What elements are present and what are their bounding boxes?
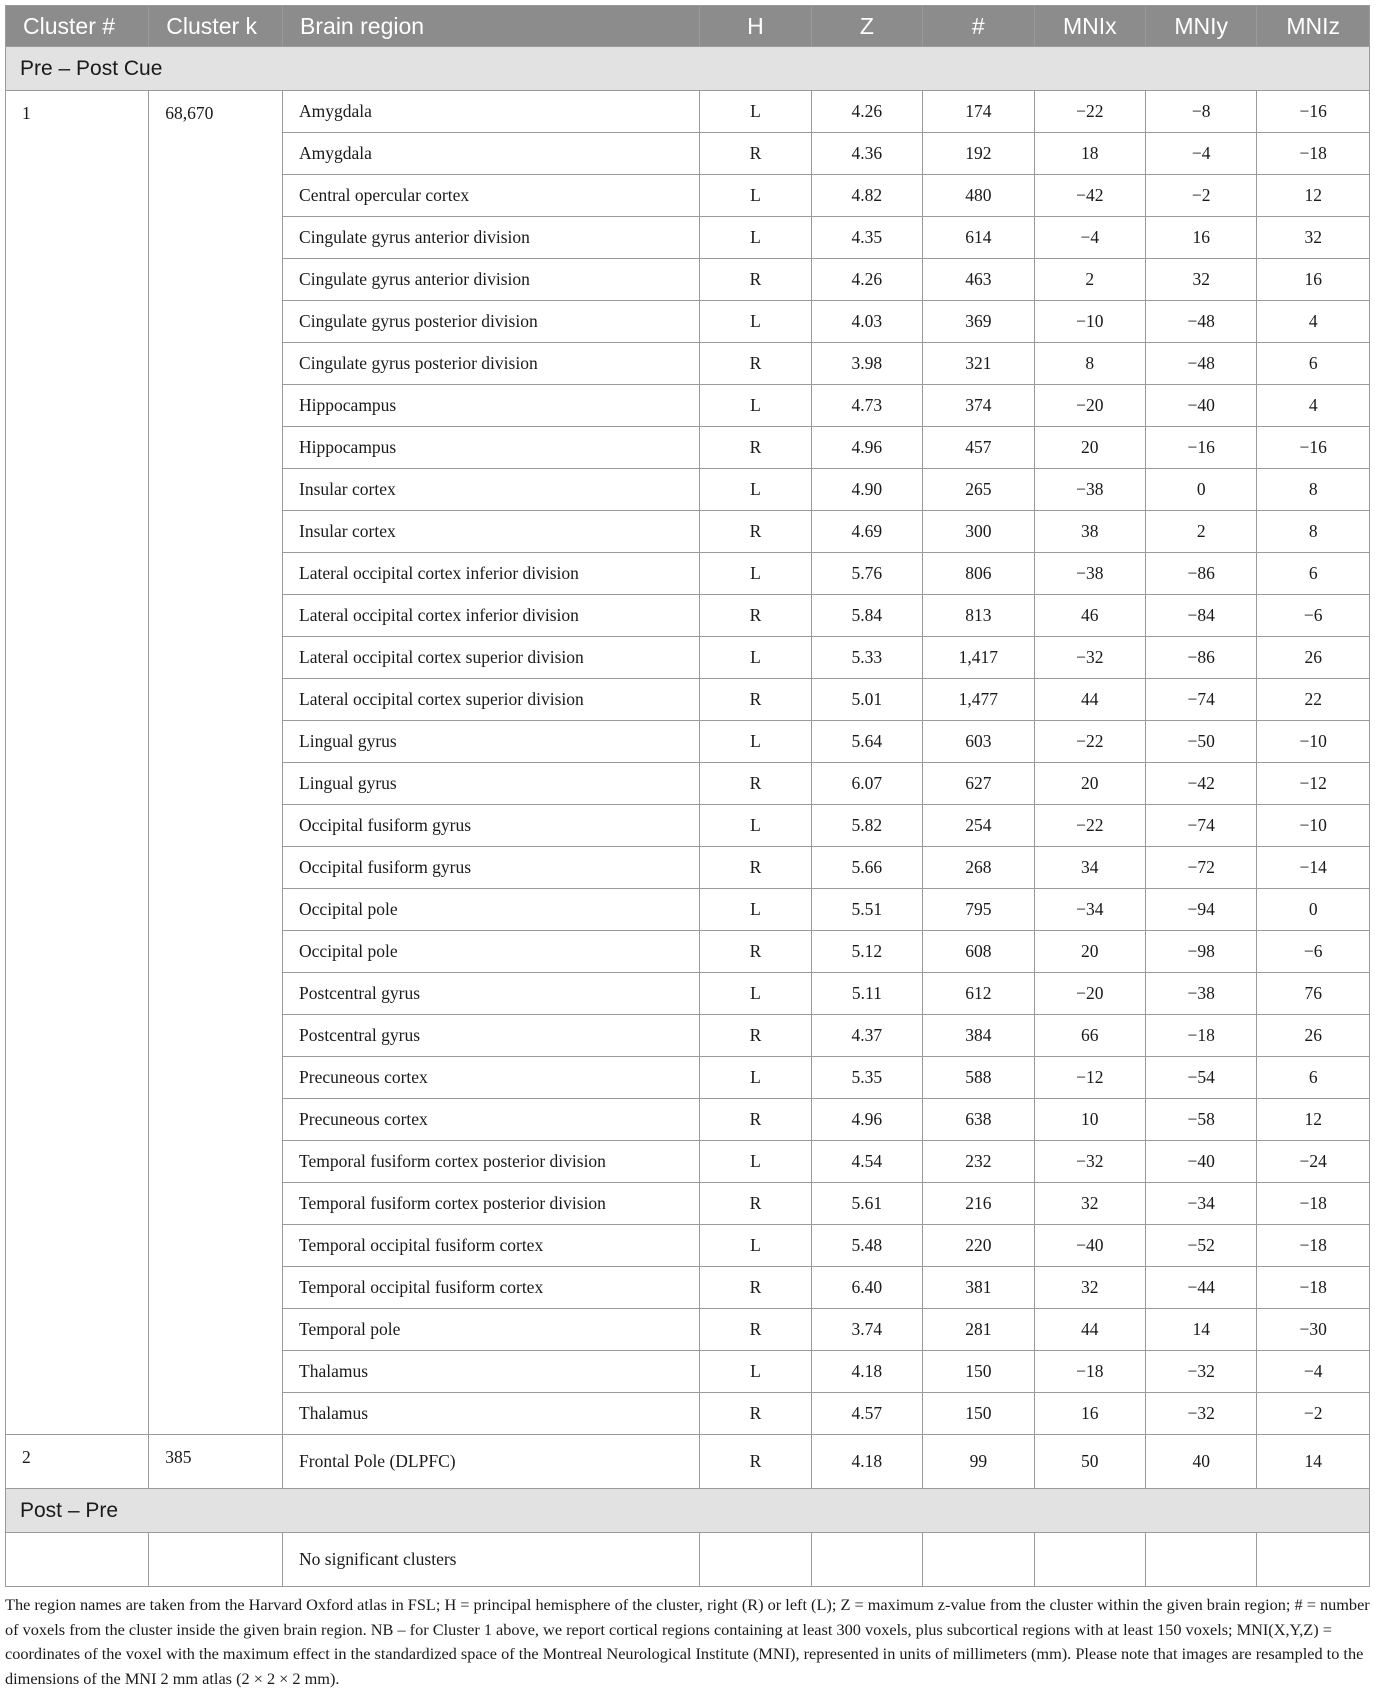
cell-brain-region: Hippocampus — [283, 385, 700, 427]
cell-brain-region: No significant clusters — [283, 1533, 700, 1587]
cell-voxel-count: 216 — [923, 1183, 1034, 1225]
cell-voxel-count: 268 — [923, 847, 1034, 889]
cell-cluster-k — [149, 1533, 283, 1587]
cell-brain-region: Cingulate gyrus anterior division — [283, 217, 700, 259]
cell-mni-y: −44 — [1146, 1267, 1257, 1309]
cell-mni-z: −10 — [1257, 721, 1370, 763]
cell-cluster-number — [6, 1533, 149, 1587]
cell-z-value: 4.90 — [811, 469, 922, 511]
section-header-row — [6, 47, 1370, 91]
cell-voxel-count: 806 — [923, 553, 1034, 595]
cell-hemisphere: L — [700, 385, 811, 427]
cell-voxel-count: 457 — [923, 427, 1034, 469]
cell-z-value: 4.54 — [811, 1141, 922, 1183]
cell-cluster-k: 385 — [149, 1435, 283, 1489]
cell-voxel-count: 627 — [923, 763, 1034, 805]
cell-mni-y: 32 — [1146, 259, 1257, 301]
cell-voxel-count — [923, 1533, 1034, 1587]
cell-mni-y: −94 — [1146, 889, 1257, 931]
cell-mni-y: −18 — [1146, 1015, 1257, 1057]
cell-mni-y: −48 — [1146, 343, 1257, 385]
cell-mni-x: 20 — [1034, 763, 1145, 805]
cell-hemisphere: L — [700, 889, 811, 931]
cell-mni-z: −14 — [1257, 847, 1370, 889]
cell-z-value: 4.36 — [811, 133, 922, 175]
cell-mni-x: −4 — [1034, 217, 1145, 259]
cell-hemisphere: L — [700, 1057, 811, 1099]
cell-mni-y: −74 — [1146, 679, 1257, 721]
cell-mni-z: 4 — [1257, 385, 1370, 427]
cell-z-value: 4.26 — [811, 91, 922, 133]
cell-voxel-count: 265 — [923, 469, 1034, 511]
cell-mni-x: −38 — [1034, 553, 1145, 595]
cell-voxel-count: 608 — [923, 931, 1034, 973]
cell-voxel-count: 463 — [923, 259, 1034, 301]
cell-hemisphere: R — [700, 1309, 811, 1351]
cell-brain-region: Hippocampus — [283, 427, 700, 469]
cell-mni-z: 6 — [1257, 553, 1370, 595]
cell-mni-y: 16 — [1146, 217, 1257, 259]
cell-hemisphere: R — [700, 1435, 811, 1489]
cell-z-value: 3.74 — [811, 1309, 922, 1351]
cell-voxel-count: 612 — [923, 973, 1034, 1015]
cell-mni-z: −12 — [1257, 763, 1370, 805]
cell-mni-x: −38 — [1034, 469, 1145, 511]
cell-mni-y: −54 — [1146, 1057, 1257, 1099]
cell-z-value: 5.35 — [811, 1057, 922, 1099]
table-body — [6, 47, 1370, 1587]
cell-z-value: 5.48 — [811, 1225, 922, 1267]
header-cluster-k: Cluster k — [149, 6, 283, 47]
cell-mni-y: −16 — [1146, 427, 1257, 469]
cell-mni-x: −10 — [1034, 301, 1145, 343]
cell-hemisphere: L — [700, 217, 811, 259]
cell-mni-x: −20 — [1034, 973, 1145, 1015]
cell-brain-region: Occipital fusiform gyrus — [283, 847, 700, 889]
cell-brain-region: Temporal fusiform cortex posterior division — [283, 1141, 700, 1183]
cell-mni-z: 26 — [1257, 1015, 1370, 1057]
section-header-row — [6, 1489, 1370, 1533]
cell-z-value: 4.26 — [811, 259, 922, 301]
cell-brain-region: Precuneous cortex — [283, 1099, 700, 1141]
cell-voxel-count: 588 — [923, 1057, 1034, 1099]
cell-z-value: 4.82 — [811, 175, 922, 217]
header-mni-z: MNIz — [1257, 6, 1370, 47]
cell-voxel-count: 795 — [923, 889, 1034, 931]
cell-mni-z: 0 — [1257, 889, 1370, 931]
cell-voxel-count: 381 — [923, 1267, 1034, 1309]
cell-z-value: 6.07 — [811, 763, 922, 805]
cell-mni-z: −30 — [1257, 1309, 1370, 1351]
cell-voxel-count: 281 — [923, 1309, 1034, 1351]
cell-mni-x: −42 — [1034, 175, 1145, 217]
cell-voxel-count: 321 — [923, 343, 1034, 385]
cell-hemisphere: R — [700, 427, 811, 469]
cell-mni-z: −16 — [1257, 427, 1370, 469]
cell-mni-x: 50 — [1034, 1435, 1145, 1489]
cell-hemisphere: R — [700, 595, 811, 637]
cell-brain-region: Precuneous cortex — [283, 1057, 700, 1099]
cell-mni-z: −10 — [1257, 805, 1370, 847]
cell-z-value: 5.84 — [811, 595, 922, 637]
cell-hemisphere: L — [700, 637, 811, 679]
header-mni-x: MNIx — [1034, 6, 1145, 47]
cell-hemisphere: R — [700, 847, 811, 889]
cell-mni-z: 26 — [1257, 637, 1370, 679]
cell-mni-x: −34 — [1034, 889, 1145, 931]
cell-mni-z: −6 — [1257, 931, 1370, 973]
cell-mni-x: 34 — [1034, 847, 1145, 889]
cell-z-value: 5.64 — [811, 721, 922, 763]
cell-mni-z: 4 — [1257, 301, 1370, 343]
cell-z-value — [811, 1533, 922, 1587]
cell-z-value: 5.61 — [811, 1183, 922, 1225]
cell-hemisphere: L — [700, 91, 811, 133]
cell-brain-region: Temporal fusiform cortex posterior division — [283, 1183, 700, 1225]
cell-mni-z — [1257, 1533, 1370, 1587]
cell-brain-region: Lingual gyrus — [283, 721, 700, 763]
cell-brain-region: Temporal occipital fusiform cortex — [283, 1225, 700, 1267]
cell-z-value: 5.66 — [811, 847, 922, 889]
cell-brain-region: Occipital fusiform gyrus — [283, 805, 700, 847]
cell-mni-x: 44 — [1034, 1309, 1145, 1351]
cell-hemisphere — [700, 1533, 811, 1587]
cell-mni-y: 40 — [1146, 1435, 1257, 1489]
cell-z-value: 4.96 — [811, 1099, 922, 1141]
cell-mni-z: 22 — [1257, 679, 1370, 721]
cell-hemisphere: R — [700, 931, 811, 973]
cell-brain-region: Thalamus — [283, 1393, 700, 1435]
cell-mni-y — [1146, 1533, 1257, 1587]
table-header-row — [6, 6, 1370, 47]
results-table — [5, 5, 1370, 1587]
cell-mni-x: 18 — [1034, 133, 1145, 175]
section-title: Pre – Post Cue — [6, 47, 1370, 91]
cell-hemisphere: R — [700, 511, 811, 553]
cell-mni-z: −18 — [1257, 1225, 1370, 1267]
cell-cluster-number: 1 — [6, 91, 149, 1435]
cell-mni-x: 46 — [1034, 595, 1145, 637]
cell-mni-x: −22 — [1034, 805, 1145, 847]
cell-hemisphere: R — [700, 1267, 811, 1309]
cell-z-value: 4.73 — [811, 385, 922, 427]
cell-mni-z: 12 — [1257, 175, 1370, 217]
cell-mni-x: −22 — [1034, 721, 1145, 763]
cell-hemisphere: R — [700, 343, 811, 385]
cell-mni-z: 32 — [1257, 217, 1370, 259]
cell-voxel-count: 254 — [923, 805, 1034, 847]
cell-hemisphere: R — [700, 1393, 811, 1435]
cell-brain-region: Amygdala — [283, 91, 700, 133]
header-z: Z — [811, 6, 922, 47]
cell-brain-region: Insular cortex — [283, 511, 700, 553]
cell-mni-y: −4 — [1146, 133, 1257, 175]
cell-voxel-count: 480 — [923, 175, 1034, 217]
cell-mni-z: 8 — [1257, 469, 1370, 511]
header-cluster-number: Cluster # — [6, 6, 149, 47]
cell-mni-x: 32 — [1034, 1183, 1145, 1225]
cell-mni-z: 76 — [1257, 973, 1370, 1015]
cell-z-value: 4.18 — [811, 1351, 922, 1393]
cell-mni-x: −20 — [1034, 385, 1145, 427]
cell-voxel-count: 232 — [923, 1141, 1034, 1183]
cell-mni-z: 6 — [1257, 343, 1370, 385]
cell-voxel-count: 174 — [923, 91, 1034, 133]
cell-voxel-count: 1,417 — [923, 637, 1034, 679]
cell-brain-region: Amygdala — [283, 133, 700, 175]
cell-voxel-count: 374 — [923, 385, 1034, 427]
cell-brain-region: Occipital pole — [283, 931, 700, 973]
cell-mni-y: −98 — [1146, 931, 1257, 973]
cell-voxel-count: 150 — [923, 1351, 1034, 1393]
cell-z-value: 4.18 — [811, 1435, 922, 1489]
cell-z-value: 5.76 — [811, 553, 922, 595]
cell-hemisphere: L — [700, 721, 811, 763]
section-title: Post – Pre — [6, 1489, 1370, 1533]
cell-mni-y: 2 — [1146, 511, 1257, 553]
cell-mni-y: −8 — [1146, 91, 1257, 133]
cell-hemisphere: R — [700, 1183, 811, 1225]
cell-brain-region: Cingulate gyrus anterior division — [283, 259, 700, 301]
cell-mni-y: −74 — [1146, 805, 1257, 847]
cell-mni-z: −18 — [1257, 133, 1370, 175]
cell-mni-y: −48 — [1146, 301, 1257, 343]
cell-brain-region: Postcentral gyrus — [283, 973, 700, 1015]
cell-z-value: 4.03 — [811, 301, 922, 343]
cell-brain-region: Insular cortex — [283, 469, 700, 511]
cell-mni-y: −52 — [1146, 1225, 1257, 1267]
cell-hemisphere: L — [700, 1225, 811, 1267]
cell-brain-region: Lateral occipital cortex superior division — [283, 637, 700, 679]
cell-z-value: 3.98 — [811, 343, 922, 385]
cell-hemisphere: R — [700, 1015, 811, 1057]
cell-brain-region: Lateral occipital cortex inferior division — [283, 595, 700, 637]
cell-mni-y: −50 — [1146, 721, 1257, 763]
cell-brain-region: Temporal pole — [283, 1309, 700, 1351]
cell-hemisphere: L — [700, 469, 811, 511]
cell-brain-region: Lateral occipital cortex inferior division — [283, 553, 700, 595]
cell-mni-x: 20 — [1034, 931, 1145, 973]
cell-z-value: 4.37 — [811, 1015, 922, 1057]
cell-brain-region: Frontal Pole (DLPFC) — [283, 1435, 700, 1489]
cell-mni-y: 0 — [1146, 469, 1257, 511]
cell-mni-y: −40 — [1146, 385, 1257, 427]
cell-mni-y: 14 — [1146, 1309, 1257, 1351]
cell-mni-y: −86 — [1146, 553, 1257, 595]
cell-voxel-count: 384 — [923, 1015, 1034, 1057]
table-row — [6, 91, 1370, 133]
cell-mni-y: −84 — [1146, 595, 1257, 637]
cell-hemisphere: L — [700, 1141, 811, 1183]
cell-voxel-count: 369 — [923, 301, 1034, 343]
cell-voxel-count: 300 — [923, 511, 1034, 553]
cell-brain-region: Cingulate gyrus posterior division — [283, 343, 700, 385]
cell-brain-region: Lateral occipital cortex superior division — [283, 679, 700, 721]
cell-mni-x: −32 — [1034, 1141, 1145, 1183]
cell-hemisphere: L — [700, 1351, 811, 1393]
cell-hemisphere: R — [700, 133, 811, 175]
cell-mni-y: −32 — [1146, 1351, 1257, 1393]
cell-voxel-count: 99 — [923, 1435, 1034, 1489]
cell-mni-y: −2 — [1146, 175, 1257, 217]
header-voxel-count: # — [923, 6, 1034, 47]
cell-z-value: 5.11 — [811, 973, 922, 1015]
header-hemisphere: H — [700, 6, 811, 47]
cell-mni-x: 10 — [1034, 1099, 1145, 1141]
table-footnote: The region names are taken from the Harvard Oxford atlas in FSL; H = principal hemisphere of the cluster, right (R) or left (L); Z = maximum z-value from the cluster within the given brain region; # = number of voxels from the cluster inside the given brain region. NB – for Cluster 1 above, we report cortical regions containing at least 300 voxels, plus subcortical regions with at least 150 voxels; MNI(X,Y,Z) = coordinates of the voxel with the maximum effect in the standardized space of the Montreal Neurological Institute (MNI), represented in units of millimeters (mm). Please note that images are resampled to the dimensions of the MNI 2 mm atlas (2 × 2 × 2 mm). — [5, 1595, 1370, 1688]
header-mni-y: MNIy — [1146, 6, 1257, 47]
cell-mni-y: −42 — [1146, 763, 1257, 805]
cell-mni-z: −18 — [1257, 1267, 1370, 1309]
cell-voxel-count: 813 — [923, 595, 1034, 637]
table-row — [6, 1435, 1370, 1489]
cell-hemisphere: L — [700, 805, 811, 847]
cell-brain-region: Occipital pole — [283, 889, 700, 931]
cell-mni-y: −38 — [1146, 973, 1257, 1015]
cell-cluster-number: 2 — [6, 1435, 149, 1489]
cell-voxel-count: 638 — [923, 1099, 1034, 1141]
cell-mni-z: 12 — [1257, 1099, 1370, 1141]
cell-mni-z: −2 — [1257, 1393, 1370, 1435]
cell-voxel-count: 1,477 — [923, 679, 1034, 721]
cell-hemisphere: L — [700, 553, 811, 595]
cell-mni-y: −72 — [1146, 847, 1257, 889]
cell-mni-x: −12 — [1034, 1057, 1145, 1099]
cell-z-value: 5.33 — [811, 637, 922, 679]
cell-mni-y: −32 — [1146, 1393, 1257, 1435]
cell-z-value: 5.82 — [811, 805, 922, 847]
cell-mni-z: −24 — [1257, 1141, 1370, 1183]
header-brain-region: Brain region — [283, 6, 700, 47]
cell-mni-z: 14 — [1257, 1435, 1370, 1489]
cell-mni-z: −4 — [1257, 1351, 1370, 1393]
cell-hemisphere: R — [700, 259, 811, 301]
cell-mni-z: 16 — [1257, 259, 1370, 301]
cell-cluster-k: 68,670 — [149, 91, 283, 1435]
cell-mni-x: 20 — [1034, 427, 1145, 469]
cell-brain-region: Temporal occipital fusiform cortex — [283, 1267, 700, 1309]
cell-brain-region: Thalamus — [283, 1351, 700, 1393]
cell-mni-x: 16 — [1034, 1393, 1145, 1435]
cell-z-value: 4.96 — [811, 427, 922, 469]
cell-hemisphere: R — [700, 763, 811, 805]
cell-hemisphere: L — [700, 301, 811, 343]
cell-mni-x: 66 — [1034, 1015, 1145, 1057]
cell-mni-z: −6 — [1257, 595, 1370, 637]
cell-mni-x: 44 — [1034, 679, 1145, 721]
cell-brain-region: Cingulate gyrus posterior division — [283, 301, 700, 343]
cell-mni-x: −22 — [1034, 91, 1145, 133]
cell-z-value: 6.40 — [811, 1267, 922, 1309]
table-row — [6, 1533, 1370, 1587]
cell-voxel-count: 192 — [923, 133, 1034, 175]
cell-mni-x: 2 — [1034, 259, 1145, 301]
cell-mni-y: −86 — [1146, 637, 1257, 679]
cell-z-value: 4.57 — [811, 1393, 922, 1435]
cell-mni-x: 32 — [1034, 1267, 1145, 1309]
cell-mni-z: 6 — [1257, 1057, 1370, 1099]
cell-mni-y: −58 — [1146, 1099, 1257, 1141]
cell-mni-x — [1034, 1533, 1145, 1587]
cell-brain-region: Postcentral gyrus — [283, 1015, 700, 1057]
cell-mni-y: −34 — [1146, 1183, 1257, 1225]
cell-hemisphere: L — [700, 175, 811, 217]
cell-z-value: 5.12 — [811, 931, 922, 973]
cell-brain-region: Lingual gyrus — [283, 763, 700, 805]
cell-voxel-count: 614 — [923, 217, 1034, 259]
cell-mni-x: 38 — [1034, 511, 1145, 553]
cell-mni-z: −16 — [1257, 91, 1370, 133]
cell-voxel-count: 150 — [923, 1393, 1034, 1435]
cell-z-value: 4.69 — [811, 511, 922, 553]
cell-brain-region: Central opercular cortex — [283, 175, 700, 217]
cell-hemisphere: L — [700, 973, 811, 1015]
cell-mni-x: −40 — [1034, 1225, 1145, 1267]
cell-z-value: 5.51 — [811, 889, 922, 931]
cell-mni-z: −18 — [1257, 1183, 1370, 1225]
cell-voxel-count: 220 — [923, 1225, 1034, 1267]
cell-hemisphere: R — [700, 1099, 811, 1141]
cell-voxel-count: 603 — [923, 721, 1034, 763]
cell-mni-x: −18 — [1034, 1351, 1145, 1393]
cell-mni-y: −40 — [1146, 1141, 1257, 1183]
cell-mni-x: 8 — [1034, 343, 1145, 385]
cell-z-value: 5.01 — [811, 679, 922, 721]
cell-z-value: 4.35 — [811, 217, 922, 259]
cell-mni-z: 8 — [1257, 511, 1370, 553]
cell-mni-x: −32 — [1034, 637, 1145, 679]
cell-hemisphere: R — [700, 679, 811, 721]
results-table-page — [5, 5, 1370, 1691]
